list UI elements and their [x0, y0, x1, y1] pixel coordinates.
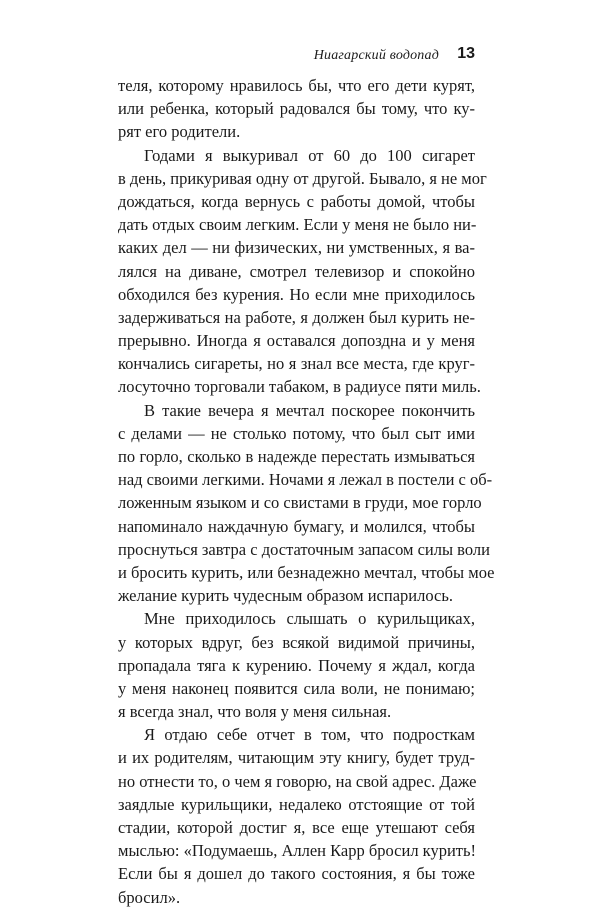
text-line: пропадала тяга к курению. Почему я ждал, когда — [118, 655, 475, 675]
text-line: задерживаться на работе, я должен был курить не- — [118, 307, 475, 327]
text-line: над своими легкими. Ночами я лежал в постели с об- — [118, 470, 493, 490]
running-head — [118, 44, 475, 68]
text-line: теля, которому нравилось бы, что его дети курят, — [118, 76, 475, 95]
text-line: дать отдых своим легким. Если у меня не было ни- — [118, 215, 477, 235]
text-line: дождаться, когда вернусь с работы домой, чтобы — [118, 191, 475, 211]
text-line: или ребенка, который радовался бы тому, что ку- — [118, 99, 475, 119]
text-line: у которых вдруг, без всякой видимой причины, — [118, 632, 475, 652]
text-line: желание курить чудесным образом испарилось. — [118, 586, 453, 606]
text-line: каких дел — ни физических, ни умственных, я ва- — [118, 238, 475, 258]
text-line: напоминало наждачную бумагу, и молился, чтобы — [118, 516, 475, 536]
text-line: Если бы я дошел до такого состояния, я бы тоже — [118, 864, 475, 884]
text-line: но отнести то, о чем я говорю, на свой адрес. Даже — [118, 771, 477, 791]
text-line: Годами я выкуривал от 60 до 100 сигарет — [144, 145, 475, 165]
body-text — [118, 74, 495, 909]
text-line: в день, прикуривая одну от другой. Бывало, я не мог — [118, 168, 487, 188]
text-line: у меня наконец появится сила воли, не понимаю; — [118, 678, 475, 698]
text-line: и их родителям, читающим эту книгу, будет труд- — [118, 748, 475, 768]
text-line: я всегда знал, что воля у меня сильная. — [118, 702, 392, 722]
running-title: Ниагарский водопад — [313, 48, 439, 63]
text-line: прерывно. Иногда я оставался допоздна и у меня — [118, 331, 475, 351]
text-line: рят его родители. — [118, 122, 241, 142]
text-line: бросил». — [118, 887, 181, 907]
text-line: лосуточно торговали табаком, в радиусе пяти миль. — [118, 377, 481, 397]
text-line: мыслью: «Подумаешь, Аллен Карр бросил курить! — [118, 841, 477, 861]
text-line: стадии, которой достиг я, все еще утешают себя — [118, 818, 475, 837]
text-line: Мне приходилось слышать о курильщиках, — [144, 609, 475, 629]
text-line: кончались сигареты, но я знал все места, где круг- — [118, 354, 475, 374]
text-line: проснуться завтра с достаточным запасом силы воли — [118, 539, 490, 559]
text-line: Я отдаю себе отчет в том, что подросткам — [144, 725, 475, 745]
text-line: В такие вечера я мечтал поскорее покончить — [144, 400, 475, 420]
text-line: по горло, сколько в надежде перестать измываться — [118, 447, 475, 466]
page-number: 13 — [457, 45, 475, 62]
text-line: и бросить курить, или безнадежно мечтал, чтобы мое — [118, 562, 495, 582]
text-line: заядлые курильщики, недалеко отстоящие от той — [118, 794, 475, 814]
text-line: обходился без курения. Но если мне приходилось — [118, 284, 475, 304]
text-line: лялся на диване, смотрел телевизор и спокойно — [118, 261, 475, 281]
text-line: с делами — не столько потому, что был сыт ими — [118, 423, 475, 443]
text-line: ложенным языком и со свистами в груди, мое горло — [118, 493, 482, 513]
